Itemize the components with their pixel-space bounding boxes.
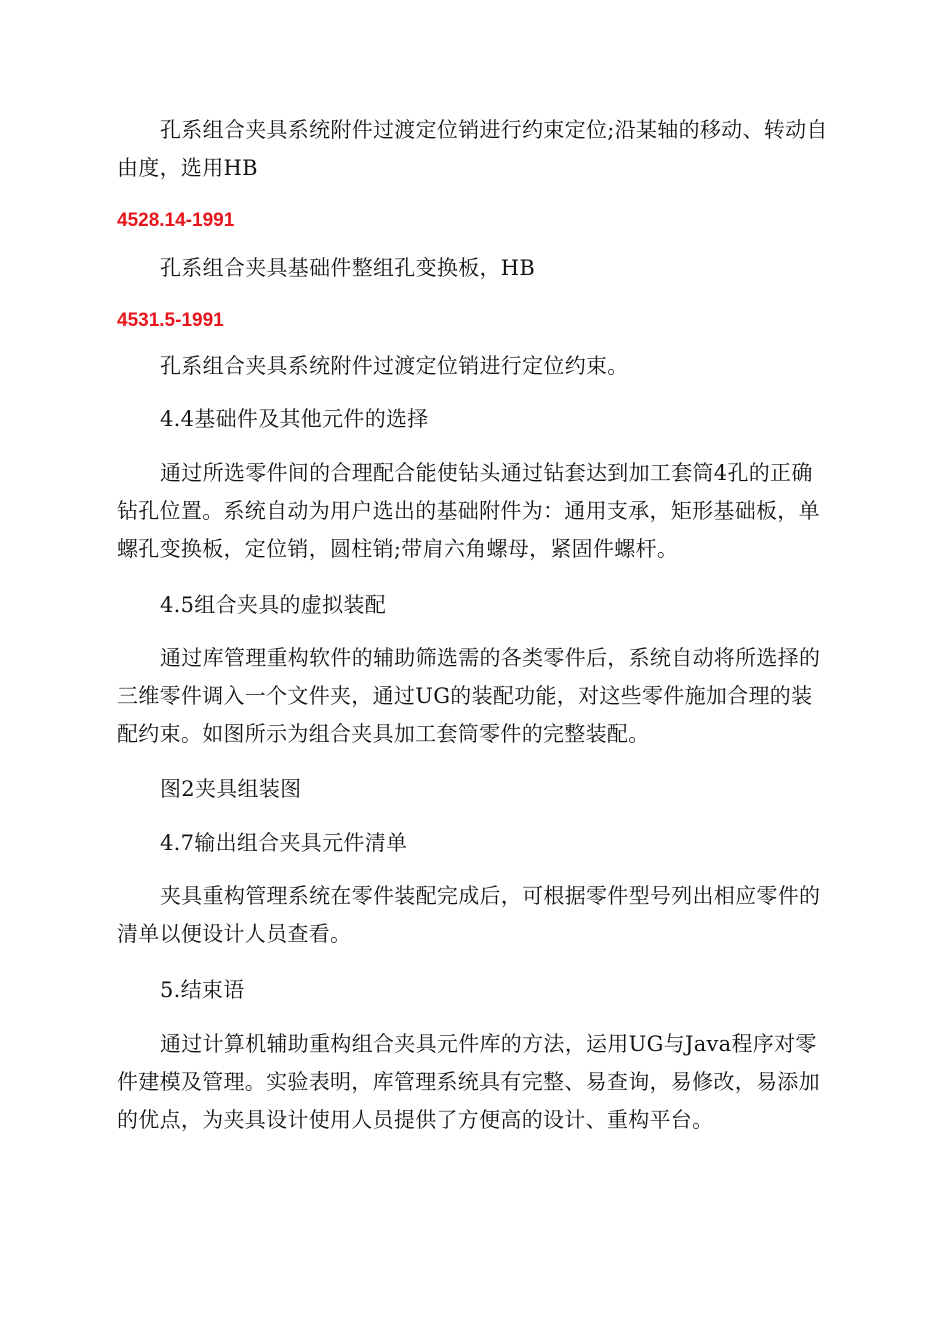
paragraph-conclusion: 通过计算机辅助重构组合夹具元件库的方法，运用UG与Java程序对零件建模及管理。实验表明，库管理系统具有完整、易查询，易修改，易添加的优点，为夹具设计使用人员提供了方便高的设计、重构平台。: [117, 1032, 820, 1132]
paragraph-component-selection: 通过所选零件间的合理配合能使钻头通过钻套达到加工套筒4孔的正确钻孔位置。系统自动为用户选出的基础附件为：通用支承，矩形基础板，单螺孔变换板，定位销，圆柱销;带肩六角螺母，紧固件螺杆。: [117, 461, 820, 561]
paragraph-base-plate-hb: 孔系组合夹具基础件整组孔变换板，HB: [160, 256, 536, 280]
paragraph-positioning-constraint: 孔系组合夹具系统附件过渡定位销进行定位约束。: [160, 354, 629, 378]
figure-caption: 图2夹具组装图: [160, 777, 302, 801]
paragraph-fixture-pin-hb: 孔系组合夹具系统附件过渡定位销进行约束定位;沿某轴的移动、转动自由度，选用HB: [117, 118, 828, 180]
paragraph-virtual-assembly: 通过库管理重构软件的辅助筛选需的各类零件后，系统自动将所选择的三维零件调入一个文件夹，通过UG的装配功能，对这些零件施加合理的装配约束。如图所示为组合夹具加工套筒零件的完整装配。: [117, 646, 821, 746]
standard-code-4528: 4528.14-1991: [117, 210, 235, 231]
section-heading-4-4: 4.4基础件及其他元件的选择: [160, 407, 429, 431]
paragraph-parts-list: 夹具重构管理系统在零件装配完成后，可根据零件型号列出相应零件的清单以便设计人员查看。: [117, 884, 821, 946]
section-heading-4-7: 4.7输出组合夹具元件清单: [160, 831, 408, 855]
section-heading-5: 5.结束语: [160, 978, 245, 1002]
standard-code-4531: 4531.5-1991: [117, 310, 224, 331]
section-heading-4-5: 4.5组合夹具的虚拟装配: [160, 593, 386, 617]
